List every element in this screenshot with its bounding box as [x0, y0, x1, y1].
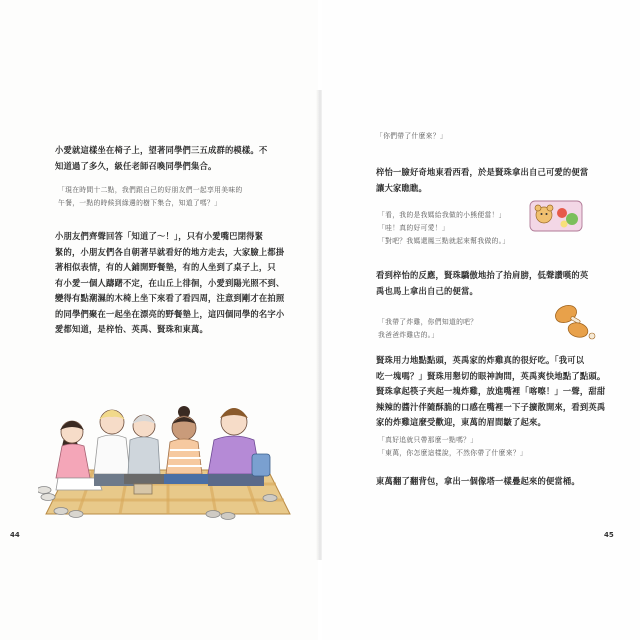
text-line: 緊的，小朋友們各自朝著早就看好的地方走去，大家臉上都掛 [55, 246, 285, 257]
text-line: 辣辣的醬汁伴隨酥脆的口感在嘴裡一下子擴散開來，看到英禹 [376, 401, 606, 412]
text-line: 「對吧？我媽還鳳三點就起來幫我做的。」 [378, 237, 510, 245]
text-line: 「現在時間十二點，我們跟自己的好朋友們一起享用美味的 [58, 186, 243, 194]
right-paragraph-5 [376, 353, 608, 431]
fried-chicken-illustration [548, 300, 598, 342]
text-line: 「看，我的是我媽給我做的小熊便當！」 [378, 211, 506, 219]
text-line: 變得有點潮濕的木椅上坐下來看了看四周，注意到剛才在拍照 [55, 293, 285, 303]
backpack [252, 454, 270, 476]
right-dialogue-note-3 [378, 316, 548, 342]
right-dialogue-note-2 [378, 209, 528, 248]
left-paragraph-1 [55, 143, 287, 174]
text-line: 梓怡一臉好奇地東看西看，於是賢珠拿出自己可愛的便當 [376, 167, 589, 177]
text-line: 「我帶了炸雞，你們知道的吧？ [378, 318, 478, 326]
text-line: 看到梓怡的反應，賢珠驕傲地抬了抬肩膀，低聲讚嘆的英 [376, 270, 589, 280]
text-line: 小愛就這樣坐在椅子上，望著同學們三五成群的模樣。不 [55, 145, 268, 155]
text-line: 賢珠用力地點點頭，英禹家的炸雞真的很好吃。「我可以 [376, 355, 585, 365]
lunch-box [134, 484, 152, 494]
text-line: 禹也馬上拿出自己的便當。 [376, 285, 478, 296]
page-number-right: 45 [604, 531, 614, 539]
text-line: 讓大家瞧瞧。 [376, 182, 427, 193]
text-line: 的同學們聚在一起坐在漂亮的野餐墊上，這四個同學的名字小 [55, 308, 285, 319]
grey-hair-figure [124, 415, 166, 484]
text-line: 我爸爸炸雞店的。」 [378, 331, 439, 339]
text-line: 東萬翻了翻背包，拿出一個像塔一樣疊起來的便當桶。 [376, 476, 580, 486]
text-line: 有小愛一個人躊躇不定，在山丘上徘徊，小愛到陽光照不到、 [55, 277, 285, 288]
bun-hair-girl-figure [164, 406, 208, 484]
right-paragraph-3 [376, 165, 608, 196]
right-dialogue-quote: 「你們帶了什麼來？」 [376, 132, 447, 140]
picnic-illustration [38, 398, 298, 520]
text-line: 「哇！真的好可愛！」 [378, 224, 449, 232]
right-dialogue-note-4 [378, 434, 610, 460]
bear-bento-illustration [528, 193, 584, 233]
text-line: 「東萬，你怎麼這樣說，不然你帶了什麼來？」 [378, 449, 528, 457]
text-line: 家的炸雞這麼受歡迎，東萬的眉間皺了起來。 [376, 417, 546, 427]
text-line: 知道過了多久，級任老師召喚同學們集合。 [55, 160, 217, 171]
text-line: 愛都知道，是梓怡、英禹、賢珠和東萬。 [55, 324, 208, 334]
left-dialogue-note [58, 184, 290, 210]
text-line: 賢珠拿起筷子夾起一塊炸雞，放進嘴裡「喀嚓！」一聲，甜甜 [376, 386, 606, 396]
text-line: 午餐，一點的時候到綠邊的樹下集合，知道了嗎？」 [58, 199, 222, 207]
right-paragraph-4 [376, 268, 608, 299]
page-number-left: 44 [10, 531, 20, 539]
purple-shirt-boy-figure [208, 408, 270, 486]
text-line: 「真好追就只帶那麼一點嗎？」 [378, 436, 478, 444]
text-line: 小朋友們齊聲回答「知道了～！」，只有小愛嘴巴閉得緊 [55, 231, 264, 241]
right-paragraph-6 [376, 474, 608, 490]
text-line: 吃一塊嗎？」賢珠用懇切的眼神詢問，英禹爽快地點了點頭。 [376, 370, 606, 381]
left-paragraph-2 [55, 229, 287, 338]
text-line: 著相似表情，有的人鋪開野餐墊，有的人坐到了桌子上，只 [55, 262, 276, 272]
